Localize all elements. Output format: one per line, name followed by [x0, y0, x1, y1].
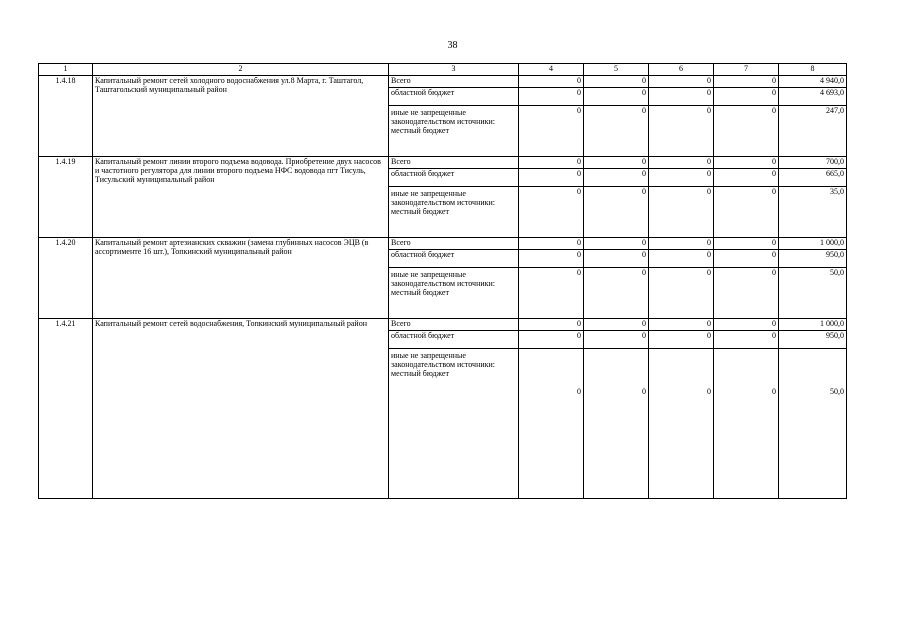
column-header: 5 [584, 64, 649, 76]
value-cell-v6 [649, 250, 714, 268]
funding-source: Всего [389, 238, 519, 250]
value-text: 0 [642, 106, 646, 115]
value-text: 0 [642, 157, 646, 166]
page-number: 38 [447, 40, 458, 51]
item-code: 1.4.18 [39, 76, 93, 157]
value-cell-v5 [584, 238, 649, 250]
funding-source: областной бюджет [389, 250, 519, 268]
value-cell-v6 [649, 88, 714, 106]
value-text: 0 [707, 76, 711, 85]
item-title: Капитальный ремонт сетей водоснабжения, Топкинский муниципальный район [93, 319, 389, 499]
value-cell-v4 [519, 106, 584, 157]
value-text: 0 [707, 187, 711, 196]
value-cell-v7 [714, 106, 779, 157]
value-cell-v7 [714, 88, 779, 106]
funding-source-label: иные не запрещенные законодательством источники: [391, 270, 496, 288]
value-cell-v4 [519, 268, 584, 319]
funding-source-sublabel: местный бюджет [391, 288, 449, 297]
value-cell-v6 [649, 169, 714, 187]
value-text: 0 [577, 250, 581, 259]
value-cell-v4 [519, 157, 584, 169]
value-cell-v8 [779, 331, 847, 349]
value-cell-v5 [584, 319, 649, 331]
value-text: 0 [642, 268, 646, 277]
value-text: 35,0 [830, 187, 844, 196]
value-text: 0 [707, 268, 711, 277]
value-cell-v5 [584, 349, 649, 499]
funding-source-sublabel: местный бюджет [391, 369, 449, 378]
value-cell-v5 [584, 250, 649, 268]
funding-source: областной бюджет [389, 169, 519, 187]
value-cell-v8 [779, 238, 847, 250]
value-text: 0 [642, 387, 646, 396]
table-row [39, 319, 847, 331]
value-text: 0 [707, 169, 711, 178]
item-code: 1.4.19 [39, 157, 93, 238]
value-text: 0 [707, 319, 711, 328]
value-text: 0 [577, 106, 581, 115]
funding-source-sublabel: местный бюджет [391, 126, 449, 135]
value-text: 0 [707, 238, 711, 247]
value-text: 1 000,0 [820, 238, 844, 247]
value-cell-v4 [519, 319, 584, 331]
value-cell-v8 [779, 157, 847, 169]
value-text: 0 [577, 268, 581, 277]
value-cell-v8 [779, 349, 847, 499]
value-text: 0 [577, 88, 581, 97]
value-cell-v8 [779, 169, 847, 187]
value-text: 0 [772, 106, 776, 115]
item-title: Капитальный ремонт артезианских скважин (замена глубинных насосов ЭЦВ (в ассортименте 16 шт.), Топкинский муниципальный район [93, 238, 389, 319]
value-text: 0 [642, 88, 646, 97]
header-row [39, 64, 847, 76]
value-cell-v7 [714, 187, 779, 238]
value-cell-v7 [714, 268, 779, 319]
column-header: 7 [714, 64, 779, 76]
column-header: 1 [39, 64, 93, 76]
value-text: 0 [707, 331, 711, 340]
column-header: 6 [649, 64, 714, 76]
value-cell-v4 [519, 88, 584, 106]
value-cell-v7 [714, 349, 779, 499]
value-text: 0 [707, 106, 711, 115]
column-header: 8 [779, 64, 847, 76]
value-cell-v8 [779, 88, 847, 106]
value-cell-v8 [779, 268, 847, 319]
value-text: 0 [772, 88, 776, 97]
value-cell-v7 [714, 238, 779, 250]
funding-source [389, 106, 519, 157]
value-text: 0 [707, 157, 711, 166]
value-cell-v6 [649, 106, 714, 157]
item-code: 1.4.20 [39, 238, 93, 319]
value-text: 0 [772, 387, 776, 396]
value-text: 0 [772, 76, 776, 85]
value-cell-v5 [584, 76, 649, 88]
value-cell-v8 [779, 250, 847, 268]
value-text: 0 [577, 319, 581, 328]
value-text: 0 [772, 268, 776, 277]
value-cell-v6 [649, 238, 714, 250]
value-text: 4 940,0 [820, 76, 844, 85]
funding-source [389, 349, 519, 499]
value-cell-v8 [779, 187, 847, 238]
value-text: 4 693,0 [820, 88, 844, 97]
funding-source: областной бюджет [389, 88, 519, 106]
value-cell-v4 [519, 331, 584, 349]
value-cell-v8 [779, 106, 847, 157]
value-cell-v5 [584, 331, 649, 349]
value-cell-v8 [779, 319, 847, 331]
value-text: 50,0 [830, 268, 844, 277]
funding-source-label: иные не запрещенные законодательством источники: [391, 351, 496, 369]
column-header: 3 [389, 64, 519, 76]
value-text: 0 [772, 157, 776, 166]
value-cell-v7 [714, 331, 779, 349]
funding-source: Всего [389, 157, 519, 169]
value-text: 0 [577, 387, 581, 396]
item-code: 1.4.21 [39, 319, 93, 499]
funding-source [389, 187, 519, 238]
value-cell-v7 [714, 169, 779, 187]
value-text: 0 [577, 238, 581, 247]
value-text: 0 [577, 331, 581, 340]
value-text: 700,0 [826, 157, 844, 166]
value-cell-v4 [519, 349, 584, 499]
value-cell-v6 [649, 268, 714, 319]
value-cell-v6 [649, 157, 714, 169]
value-cell-v5 [584, 157, 649, 169]
funding-source: Всего [389, 319, 519, 331]
value-text: 0 [577, 187, 581, 196]
value-cell-v4 [519, 187, 584, 238]
column-header: 4 [519, 64, 584, 76]
value-text: 247,0 [826, 106, 844, 115]
value-cell-v6 [649, 319, 714, 331]
funding-source-label: иные не запрещенные законодательством источники: [391, 108, 496, 126]
value-text: 0 [707, 250, 711, 259]
value-text: 0 [642, 187, 646, 196]
value-text: 0 [577, 76, 581, 85]
value-text: 0 [772, 319, 776, 328]
funding-source: Всего [389, 76, 519, 88]
value-cell-v5 [584, 187, 649, 238]
column-header: 2 [93, 64, 389, 76]
value-text: 0 [577, 157, 581, 166]
table-row [39, 76, 847, 88]
value-cell-v7 [714, 76, 779, 88]
value-text: 0 [772, 187, 776, 196]
value-text: 950,0 [826, 331, 844, 340]
value-cell-v5 [584, 268, 649, 319]
value-cell-v5 [584, 106, 649, 157]
value-cell-v7 [714, 157, 779, 169]
funding-source: областной бюджет [389, 331, 519, 349]
value-cell-v4 [519, 76, 584, 88]
value-cell-v4 [519, 250, 584, 268]
value-text: 0 [707, 387, 711, 396]
value-cell-v7 [714, 319, 779, 331]
value-cell-v6 [649, 76, 714, 88]
value-text: 0 [642, 169, 646, 178]
value-text: 950,0 [826, 250, 844, 259]
value-text: 0 [642, 331, 646, 340]
value-text: 0 [772, 169, 776, 178]
value-text: 0 [642, 250, 646, 259]
value-text: 1 000,0 [820, 319, 844, 328]
value-text: 0 [642, 76, 646, 85]
value-text: 50,0 [830, 387, 844, 396]
item-title: Капитальный ремонт сетей холодного водоснабжения ул.8 Марта, г. Таштагол, Таштагольский муниципальный район [93, 76, 389, 157]
table-row [39, 238, 847, 250]
value-text: 0 [642, 238, 646, 247]
item-title: Капитальный ремонт линии второго подъема водовода. Приобретение двух насосов и частотного регулятора для линии второго подъема НФС водовода пгт Тисуль, Тисульский муниципальный район [93, 157, 389, 238]
value-text: 0 [577, 169, 581, 178]
funding-source-sublabel: местный бюджет [391, 207, 449, 216]
table-row [39, 157, 847, 169]
value-cell-v6 [649, 331, 714, 349]
value-text: 0 [772, 238, 776, 247]
value-cell-v6 [649, 349, 714, 499]
value-cell-v4 [519, 169, 584, 187]
budget-table [38, 63, 847, 499]
value-cell-v5 [584, 88, 649, 106]
value-text: 0 [772, 250, 776, 259]
value-cell-v8 [779, 76, 847, 88]
value-cell-v6 [649, 187, 714, 238]
value-cell-v5 [584, 169, 649, 187]
value-cell-v4 [519, 238, 584, 250]
funding-source [389, 268, 519, 319]
value-text: 0 [707, 88, 711, 97]
value-text: 665,0 [826, 169, 844, 178]
value-text: 0 [772, 331, 776, 340]
funding-source-label: иные не запрещенные законодательством источники: [391, 189, 496, 207]
value-cell-v7 [714, 250, 779, 268]
value-text: 0 [642, 319, 646, 328]
